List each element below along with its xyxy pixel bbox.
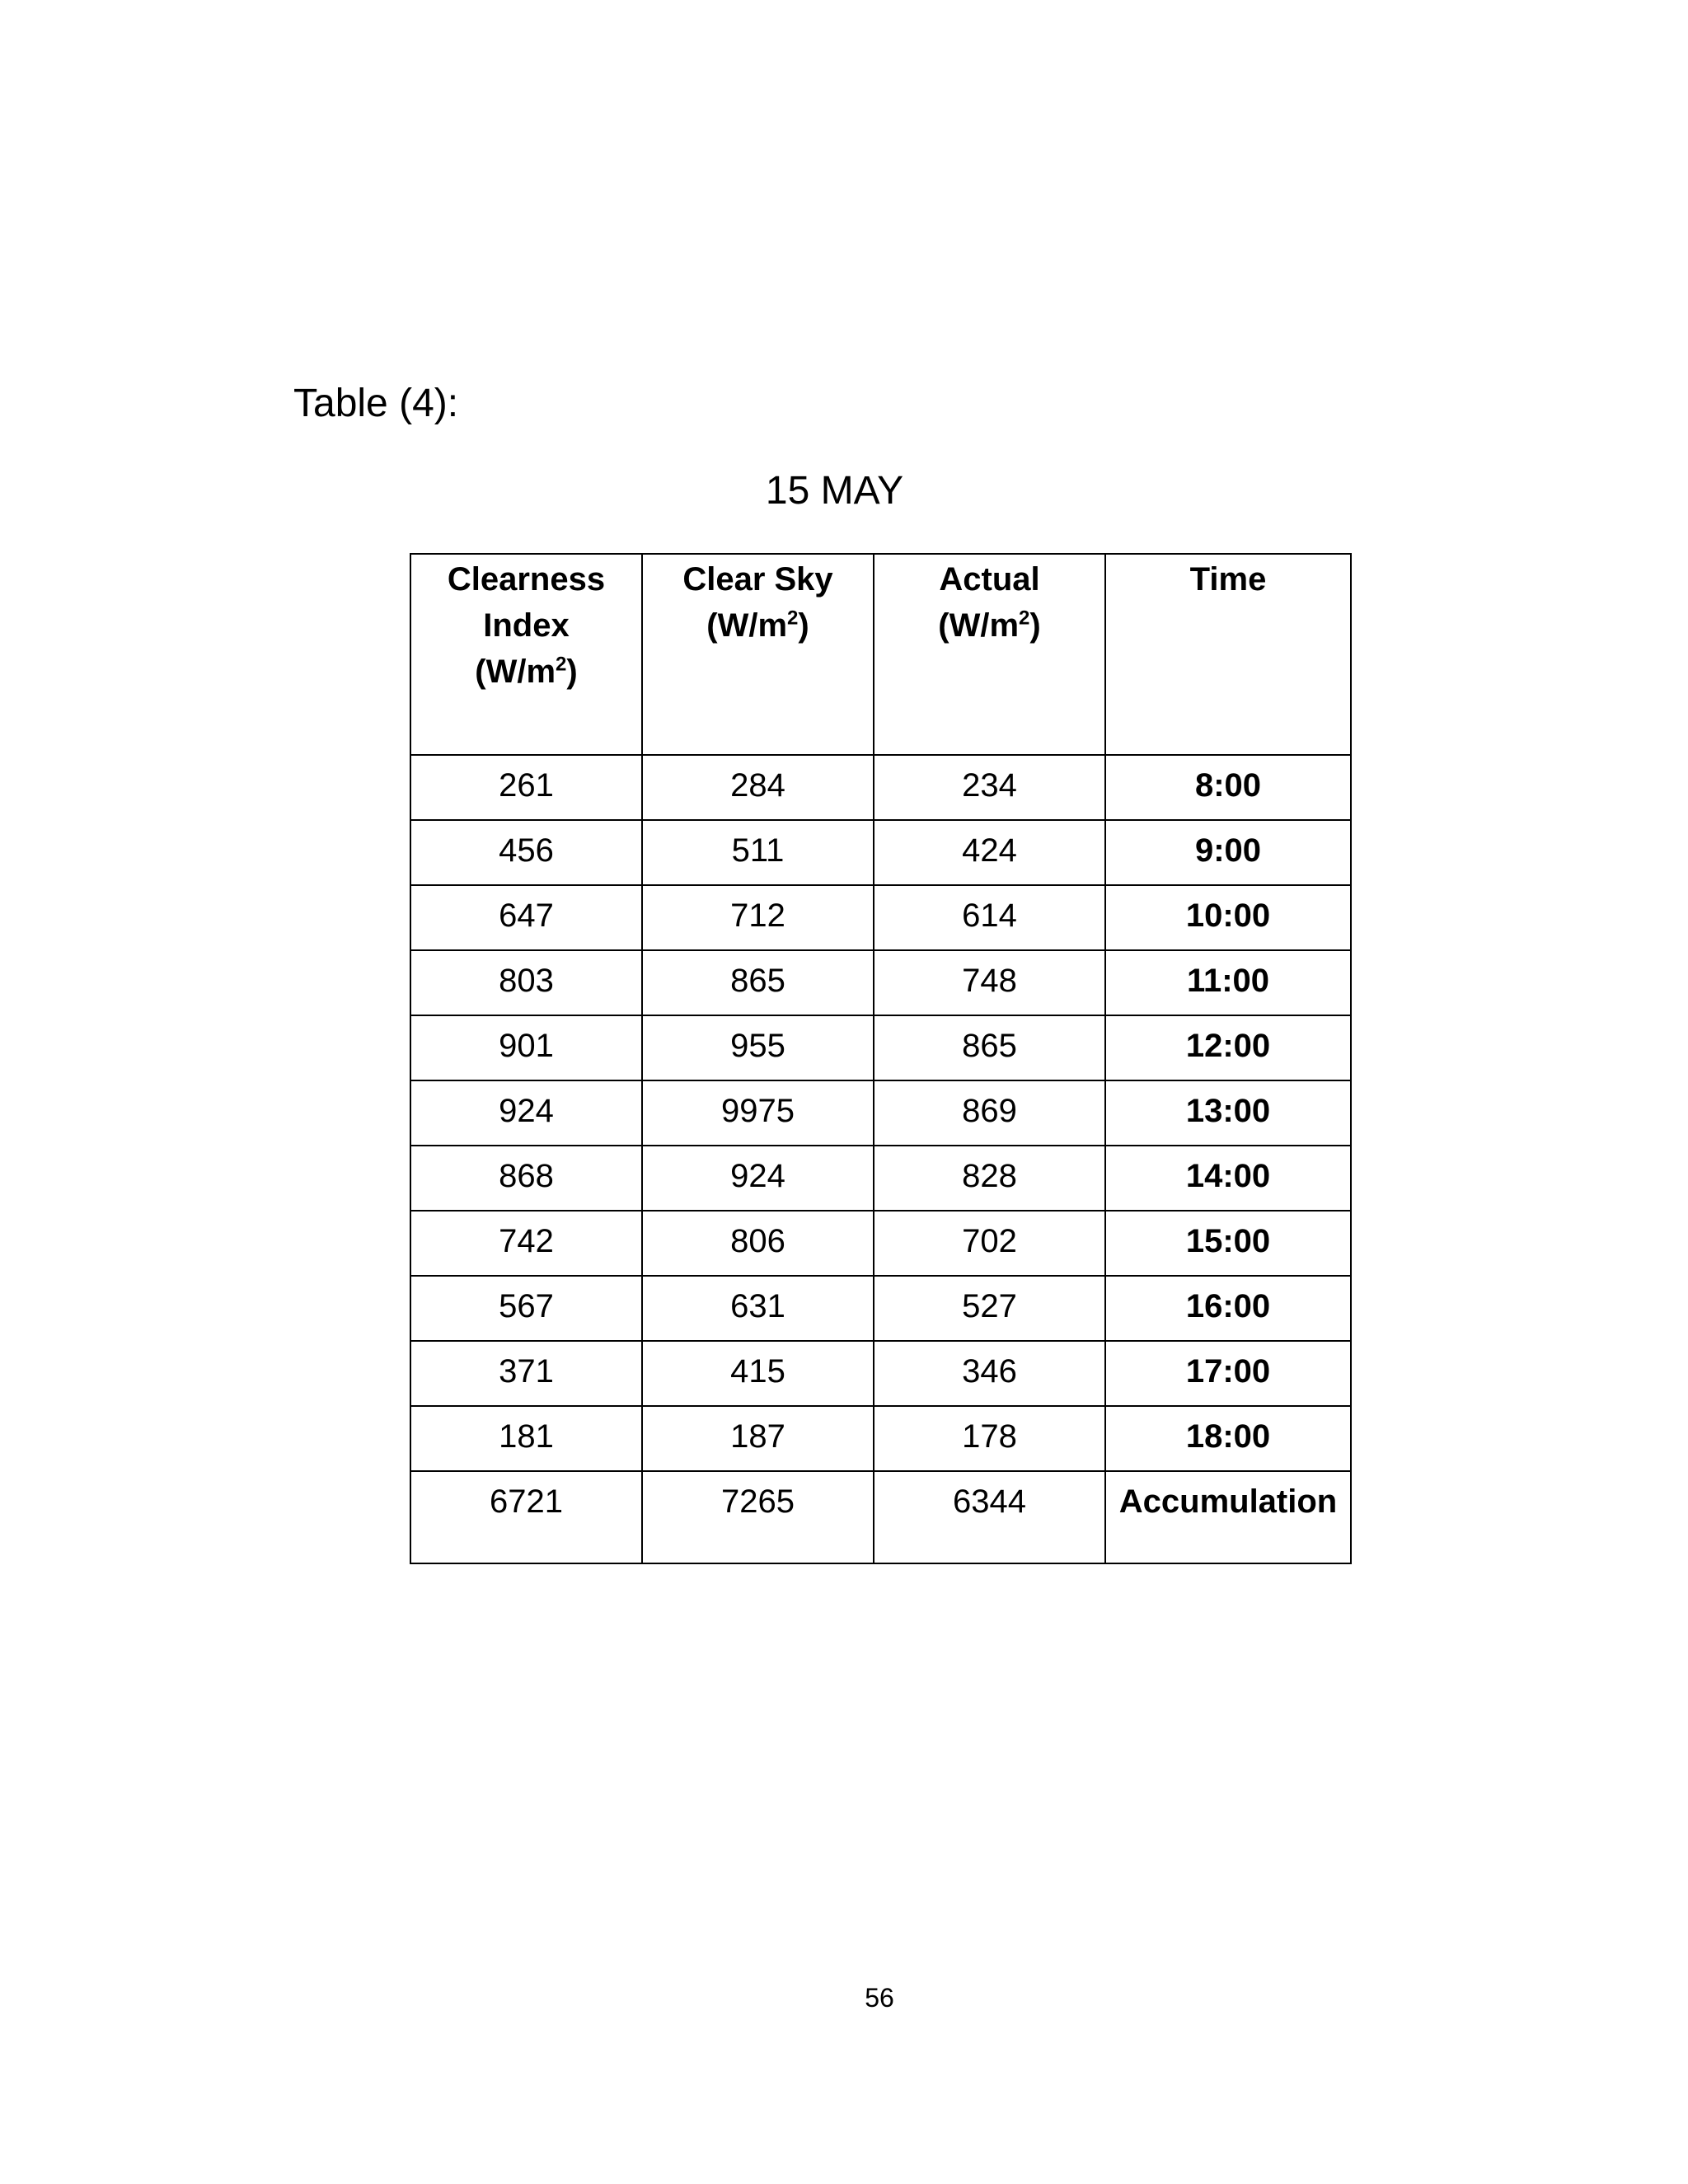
cell-actual: 346	[874, 1341, 1105, 1406]
page-number: 56	[865, 1983, 894, 2013]
cell-clearness-index: 647	[410, 885, 642, 950]
cell-time: 14:00	[1105, 1146, 1351, 1211]
cell-actual: 424	[874, 820, 1105, 885]
cell-clearness-index: 567	[410, 1276, 642, 1341]
cell-clear-sky: 415	[642, 1341, 874, 1406]
cell-time: 9:00	[1105, 820, 1351, 885]
cell-clearness-index: 181	[410, 1406, 642, 1471]
cell-time: 13:00	[1105, 1080, 1351, 1146]
cell-actual: 748	[874, 950, 1105, 1015]
cell-time: 16:00	[1105, 1276, 1351, 1341]
table-row	[410, 1080, 1351, 1146]
header-clearness-index: Clearness Index $(W/m^2)$	[410, 554, 642, 755]
table-row	[410, 1146, 1351, 1211]
header-actual: Actual $(W/m^2)$	[874, 554, 1105, 755]
table-row	[410, 885, 1351, 950]
cell-time: Accumulation	[1105, 1471, 1351, 1563]
cell-time: 10:00	[1105, 885, 1351, 950]
cell-clearness-index: 803	[410, 950, 642, 1015]
table-row	[410, 1341, 1351, 1406]
cell-clearness-index: 924	[410, 1080, 642, 1146]
cell-clear-sky: 865	[642, 950, 874, 1015]
cell-clear-sky: 187	[642, 1406, 874, 1471]
table-row	[410, 820, 1351, 885]
irradiance-table	[410, 553, 1352, 1564]
cell-clearness-index: 371	[410, 1341, 642, 1406]
cell-clear-sky: 511	[642, 820, 874, 885]
cell-clear-sky: 806	[642, 1211, 874, 1276]
table-header-row	[410, 554, 1351, 755]
table-row	[410, 1406, 1351, 1471]
table-row	[410, 1276, 1351, 1341]
cell-time: 8:00	[1105, 755, 1351, 820]
cell-clear-sky: 924	[642, 1146, 874, 1211]
cell-actual: 6344	[874, 1471, 1105, 1563]
cell-clearness-index: 6721	[410, 1471, 642, 1563]
cell-clearness-index: 742	[410, 1211, 642, 1276]
cell-time: 11:00	[1105, 950, 1351, 1015]
cell-actual: 828	[874, 1146, 1105, 1211]
cell-actual: 702	[874, 1211, 1105, 1276]
cell-time: 15:00	[1105, 1211, 1351, 1276]
table-caption: Table (4):	[293, 382, 459, 425]
cell-actual: 614	[874, 885, 1105, 950]
cell-clear-sky: 284	[642, 755, 874, 820]
cell-actual: 869	[874, 1080, 1105, 1146]
cell-clear-sky: 9975	[642, 1080, 874, 1146]
table-row-accumulation	[410, 1471, 1351, 1563]
table-row	[410, 950, 1351, 1015]
cell-clear-sky: 631	[642, 1276, 874, 1341]
cell-actual: 527	[874, 1276, 1105, 1341]
cell-time: 12:00	[1105, 1015, 1351, 1080]
cell-clear-sky: 955	[642, 1015, 874, 1080]
cell-clear-sky: 712	[642, 885, 874, 950]
cell-clearness-index: 868	[410, 1146, 642, 1211]
cell-actual: 178	[874, 1406, 1105, 1471]
cell-actual: 234	[874, 755, 1105, 820]
table-row	[410, 1211, 1351, 1276]
cell-time: 17:00	[1105, 1341, 1351, 1406]
cell-clearness-index: 456	[410, 820, 642, 885]
header-clear-sky: Clear Sky $(W/m^2)$	[642, 554, 874, 755]
table-row	[410, 1015, 1351, 1080]
cell-actual: 865	[874, 1015, 1105, 1080]
cell-time: 18:00	[1105, 1406, 1351, 1471]
date-title: 15 MAY	[765, 469, 904, 513]
cell-clearness-index: 901	[410, 1015, 642, 1080]
cell-clearness-index: 261	[410, 755, 642, 820]
cell-clear-sky: 7265	[642, 1471, 874, 1563]
table-row	[410, 755, 1351, 820]
header-time: Time	[1105, 554, 1351, 755]
